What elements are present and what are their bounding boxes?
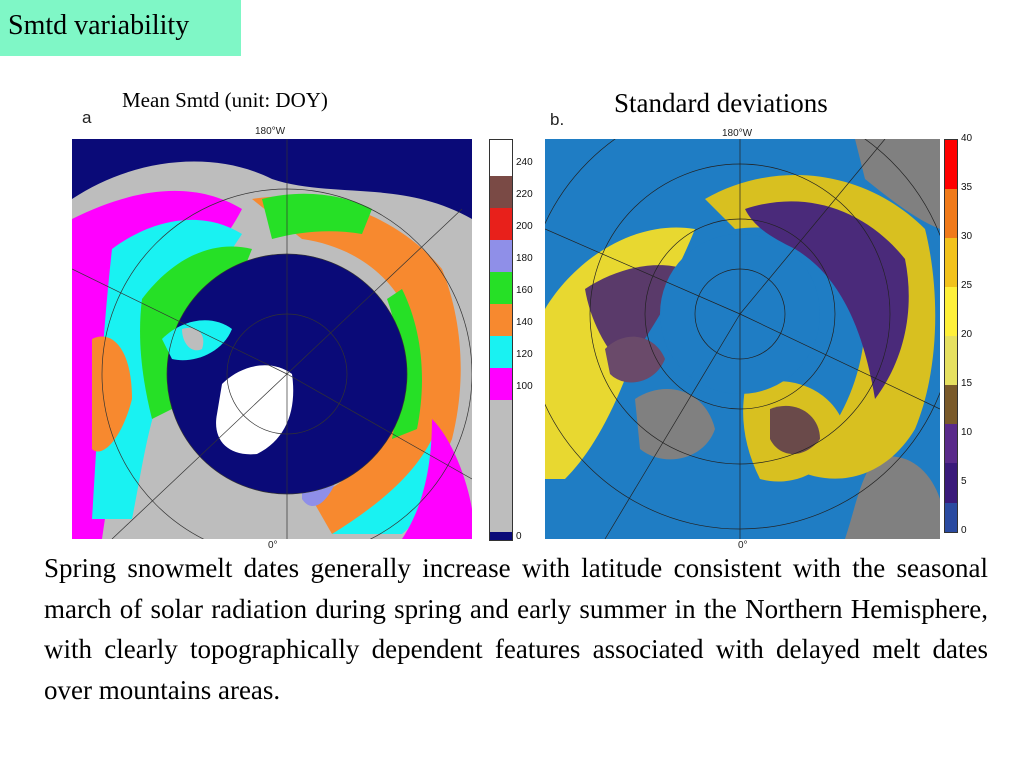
panel-a-letter: a — [82, 108, 92, 127]
colorbar-tick-label: 220 — [516, 189, 533, 200]
colorbar-segment — [945, 238, 957, 287]
colorbar-tick-label: 160 — [516, 285, 533, 296]
colorbar-tick-label: 25 — [961, 280, 973, 291]
slide-title: Smtd variability — [8, 10, 190, 41]
panel-a-lon-bottom: 0° — [268, 540, 278, 551]
colorbar-segment — [945, 503, 957, 532]
colorbar-tick-label: 0 — [516, 531, 522, 542]
colorbar-segment — [945, 385, 957, 424]
title-badge — [0, 0, 241, 56]
colorbar-segment — [490, 140, 512, 176]
colorbar-segment — [945, 140, 957, 189]
colorbar-segment — [945, 287, 957, 336]
colorbar-tick-label: 0 — [961, 525, 967, 536]
panel-b-lon-bottom: 0° — [738, 540, 748, 551]
colorbar-segment — [490, 368, 512, 400]
colorbar-segment — [945, 463, 957, 502]
colorbar-segment — [490, 532, 512, 540]
panel-b-map — [545, 139, 940, 539]
colorbar-tick-label: 30 — [961, 231, 973, 242]
panel-a-map — [72, 139, 472, 539]
colorbar-tick-label: 100 — [516, 381, 533, 392]
body-text: Spring snowmelt dates generally increase with latitude consistent with the seasonal march of solar radiation during spring and early summer in the Northern Hemisphere, with clearly topographically dependent features associated with delayed melt dates over mountains areas. — [44, 553, 988, 705]
colorbar-segment — [490, 272, 512, 304]
colorbar-tick-label: 180 — [516, 253, 533, 264]
colorbar-tick-label: 35 — [961, 182, 973, 193]
colorbar-tick-label: 10 — [961, 427, 973, 438]
panel-a-map-graphic — [72, 139, 472, 539]
colorbar-tick-label: 200 — [516, 221, 533, 232]
panel-b-caption: Standard deviations — [614, 88, 828, 118]
panel-a-caption: Mean Smtd (unit: DOY) — [122, 88, 328, 112]
colorbar-tick-label: 120 — [516, 349, 533, 360]
panel-b-lon-top: 180°W — [722, 128, 753, 139]
colorbar-segment — [490, 208, 512, 240]
panel-a-colorbar — [489, 139, 513, 541]
panel-b-letter: b. — [550, 110, 565, 129]
colorbar-tick-label: 240 — [516, 157, 533, 168]
colorbar-tick-label: 15 — [961, 378, 973, 389]
panel-b-map-graphic — [545, 139, 940, 539]
colorbar-tick-label: 5 — [961, 476, 967, 487]
colorbar-segment — [490, 304, 512, 336]
colorbar-tick-label: 20 — [961, 329, 973, 340]
colorbar-segment — [945, 424, 957, 463]
colorbar-segment — [490, 400, 512, 532]
colorbar-segment — [490, 240, 512, 272]
colorbar-tick-label: 40 — [961, 133, 973, 144]
colorbar-tick-label: 140 — [516, 317, 533, 328]
colorbar-segment — [945, 336, 957, 385]
colorbar-segment — [945, 189, 957, 238]
panel-a-lon-top: 180°W — [255, 126, 286, 137]
colorbar-segment — [490, 176, 512, 208]
panel-b-colorbar — [944, 139, 958, 533]
colorbar-segment — [490, 336, 512, 368]
